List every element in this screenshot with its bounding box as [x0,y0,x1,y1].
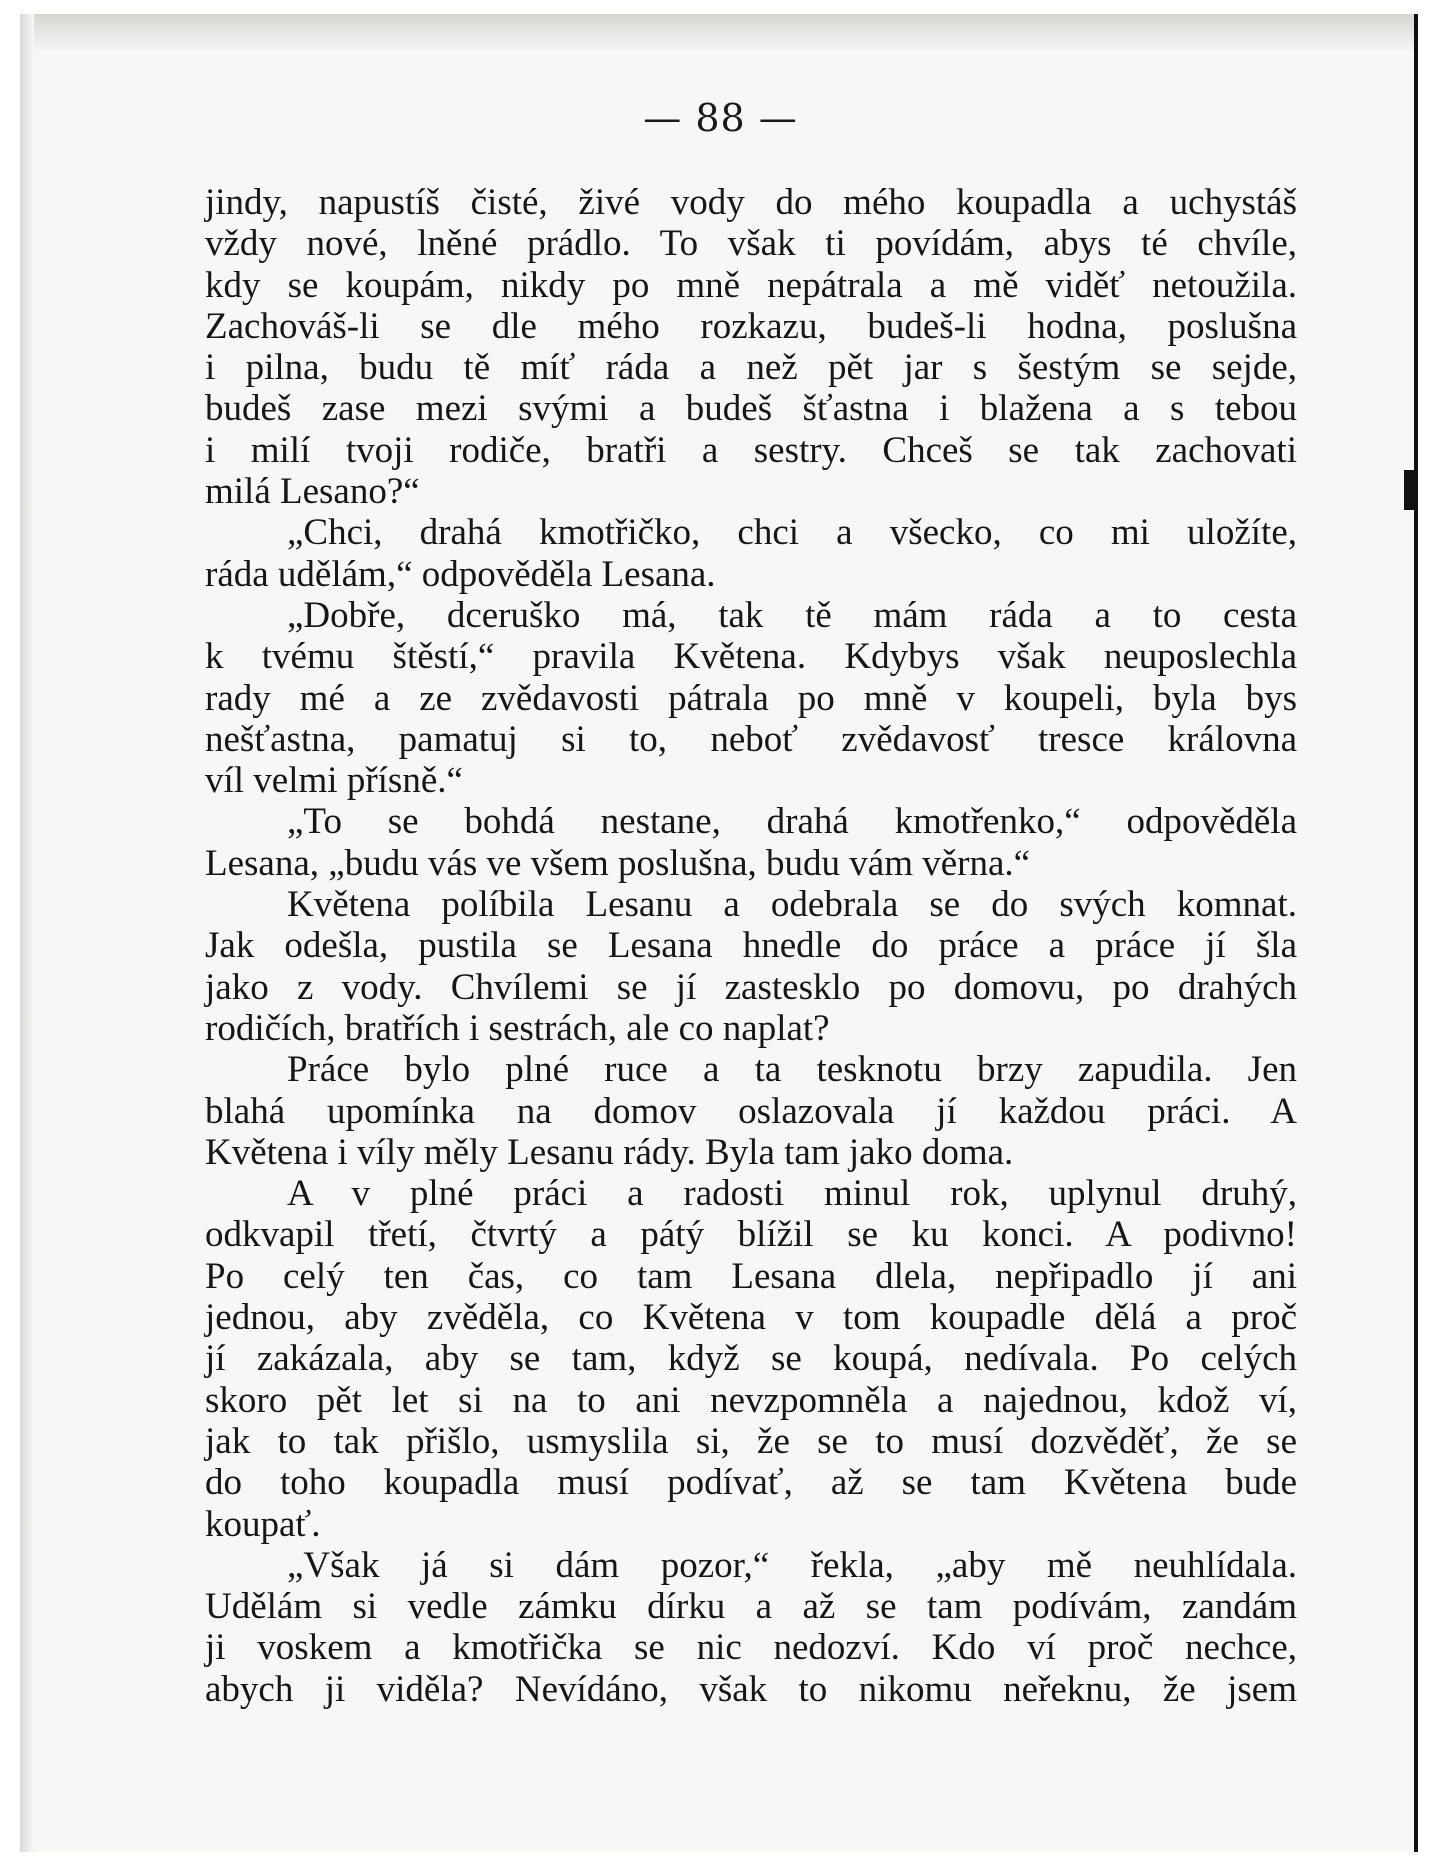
text-line: rodičích, bratřích i sestrách, ale co naplat? [205,1007,830,1049]
page-shadow-left [20,14,34,1852]
text-line: jak to tak přišlo, usmyslila si, že se to musí dozvěděť, že se [205,1420,1297,1462]
text-line: skoro pět let si na to ani nevzpomněla a najednou, kdož ví, [205,1379,1297,1421]
text-line: jako z vody. Chvílemi se jí zastesklo po domovu, po drahých [205,966,1297,1008]
text-line: budeš zase mezi svými a budeš šťastna i blažena a s tebou [205,388,1297,430]
text-line: abych ji viděla? Nevídáno, však to nikomu neřeknu, že jsem [205,1668,1297,1710]
text-line: koupať. [205,1503,321,1545]
text-line: odkvapil třetí, čtvrtý a pátý blížil se ku konci. A podivno! [205,1214,1297,1256]
text-line: milá Lesano?“ [205,471,420,513]
text-line: rady mé a ze zvědavosti pátrala po mně v koupeli, byla bys [205,677,1297,719]
text-line: Lesana, „budu vás ve všem poslušna, budu vám věrna.“ [205,842,1031,884]
text-line: Udělám si vedle zámku dírku a až se tam podívám, zandám [205,1586,1297,1628]
text-line: k tvému štěstí,“ pravila Květena. Kdybys však neuposlechla [205,636,1297,678]
text-line: vždy nové, lněné prádlo. To však ti povídám, abys té chvíle, [205,223,1297,265]
text-line: kdy se koupám, nikdy po mně nepátrala a mě viděť netoužila. [205,264,1297,306]
text-line: nešťastna, pamatuj si to, neboť zvědavosť tresce královna [205,718,1297,760]
text-line: ráda udělám,“ odpověděla Lesana. [205,553,716,595]
binding-mark [1404,470,1414,510]
body-text [205,182,1297,1710]
page-number: — 88 — [643,96,798,140]
text-line: „To se bohdá nestane, drahá kmotřenko,“ odpověděla [287,801,1297,843]
text-line: „Chci, drahá kmotřičko, chci a všecko, co mi uložíte, [287,512,1297,554]
text-line: jindy, napustíš čisté, živé vody do mého koupadla a uchystáš [205,182,1297,223]
text-line: blahá upomínka na domov oslazovala jí každou práci. A [205,1090,1297,1132]
text-line: do toho koupadla musí podívať, až se tam Květena bude [205,1462,1297,1504]
text-line: „Však já si dám pozor,“ řekla, „aby mě neuhlídala. [287,1544,1297,1586]
text-line: Práce bylo plné ruce a ta tesknotu brzy zapudila. Jen [287,1049,1297,1091]
text-line: jí zakázala, aby se tam, když se koupá, nedívala. Po celých [205,1338,1297,1380]
text-line: víl velmi přísně.“ [205,760,463,802]
text-line: ji voskem a kmotřička se nic nedozví. Kdo ví proč nechce, [205,1627,1297,1669]
text-line: A v plné práci a radosti minul rok, uplynul druhý, [287,1173,1297,1215]
text-line: Květena políbila Lesanu a odebrala se do svých komnat. [287,884,1297,926]
text-line: „Dobře, dceruško má, tak tě mám ráda a to cesta [287,594,1297,636]
text-line: i milí tvoji rodiče, bratři a sestry. Chceš se tak zachovati [205,429,1297,471]
page-shadow-top [20,14,1414,54]
text-line: Zachováš-li se dle mého rozkazu, budeš-li hodna, poslušna [205,305,1297,347]
text-line: Po celý ten čas, co tam Lesana dlela, nepřipadlo jí ani [205,1255,1297,1297]
text-line: Květena i víly měly Lesanu rády. Byla tam jako doma. [205,1131,1014,1173]
text-line: Jak odešla, pustila se Lesana hnedle do práce a práce jí šla [205,925,1297,967]
text-line: jednou, aby zvěděla, co Květena v tom koupadle dělá a proč [205,1297,1297,1339]
text-line: i pilna, budu tě míť ráda a než pět jar s šestým se sejde, [205,347,1297,389]
